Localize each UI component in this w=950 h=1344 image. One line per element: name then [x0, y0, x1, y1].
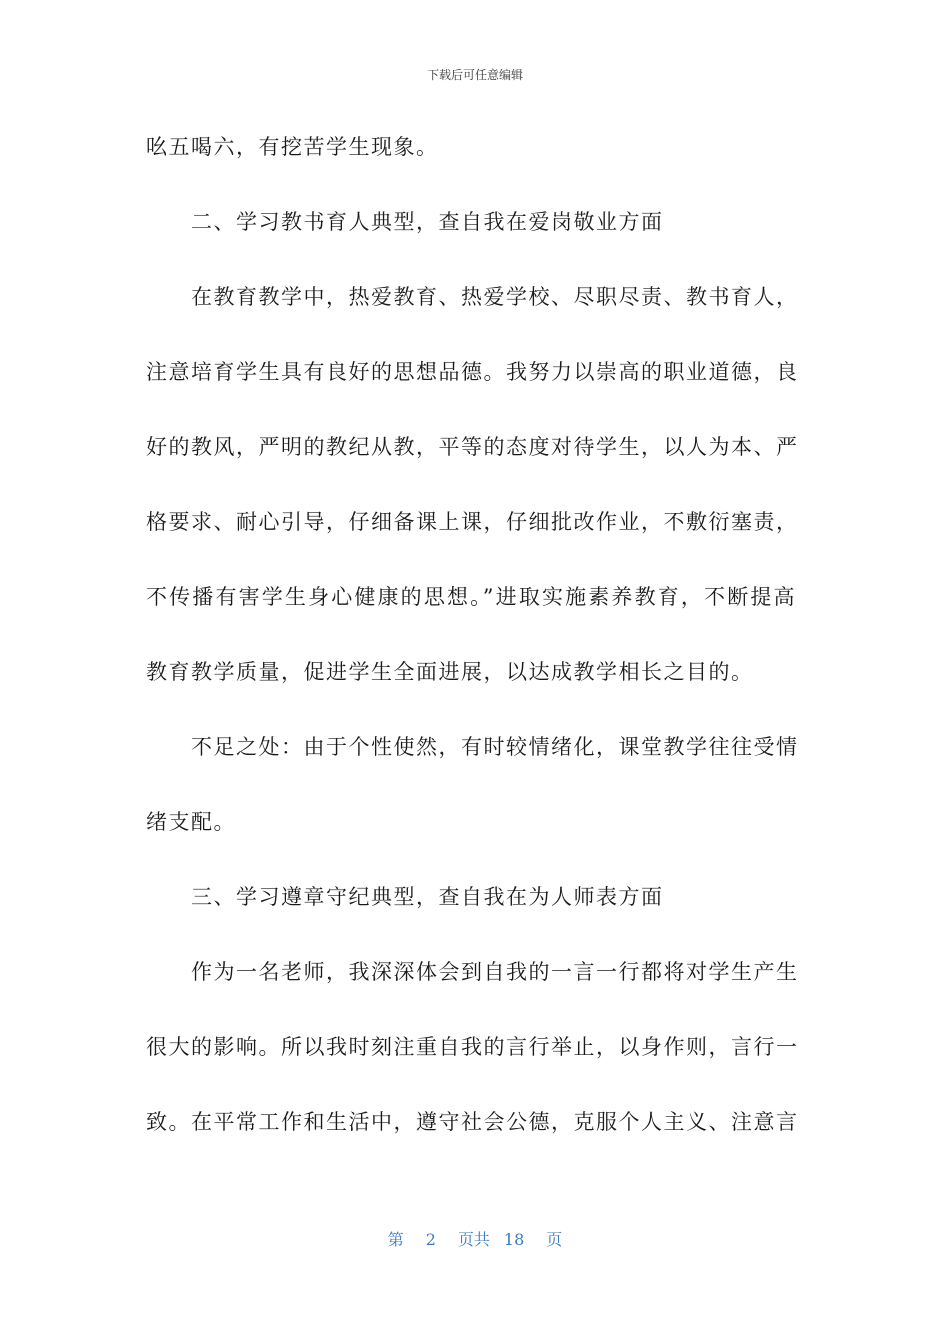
- text-line: 好的教风，严明的教纪从教，平等的态度对待学生，以人为本、严: [146, 435, 799, 459]
- text-line: 不足之处：由于个性使然，有时较情绪化，课堂教学往往受情: [191, 735, 799, 759]
- footer-suffix: 页: [546, 1230, 563, 1249]
- section-heading: 二、学习教书育人典型，查自我在爱岗敬业方面: [191, 210, 664, 234]
- page-header: 下载后可任意编辑: [426, 68, 523, 82]
- text-line: 绪支配。: [146, 810, 236, 834]
- footer-prefix: 第: [387, 1230, 404, 1249]
- text-line: 致。在平常工作和生活中，遵守社会公德，克服个人主义、注意言: [146, 1110, 799, 1134]
- document-body: [146, 122, 799, 1172]
- text-line: 很大的影响。所以我时刻注重自我的言行举止，以身作则，言行一: [146, 1035, 799, 1059]
- text-line: 格要求、耐心引导，仔细备课上课，仔细批改作业，不敷衍塞责，: [146, 510, 799, 534]
- text-line: 教育教学质量，促进学生全面进展，以达成教学相长之目的。: [146, 660, 754, 684]
- footer-middle: 页共: [457, 1230, 490, 1249]
- footer-page-number: 2: [425, 1230, 436, 1249]
- text-line: 吆五喝六，有挖苦学生现象。: [146, 135, 439, 159]
- text-line: 注意培育学生具有良好的思想品德。我努力以崇高的职业道德，良: [146, 360, 799, 384]
- text-line: 不传播有害学生身心健康的思想。”进取实施素养教育，不断提高: [146, 585, 796, 609]
- section-heading: 三、学习遵章守纪典型，查自我在为人师表方面: [191, 885, 664, 909]
- text-line: 作为一名老师，我深深体会到自我的一言一行都将对学生产生: [191, 960, 799, 984]
- footer-total-pages: 18: [503, 1230, 525, 1249]
- page-footer: [0, 1228, 950, 1252]
- text-line: 在教育教学中，热爱教育、热爱学校、尽职尽责、教书育人，: [191, 285, 799, 309]
